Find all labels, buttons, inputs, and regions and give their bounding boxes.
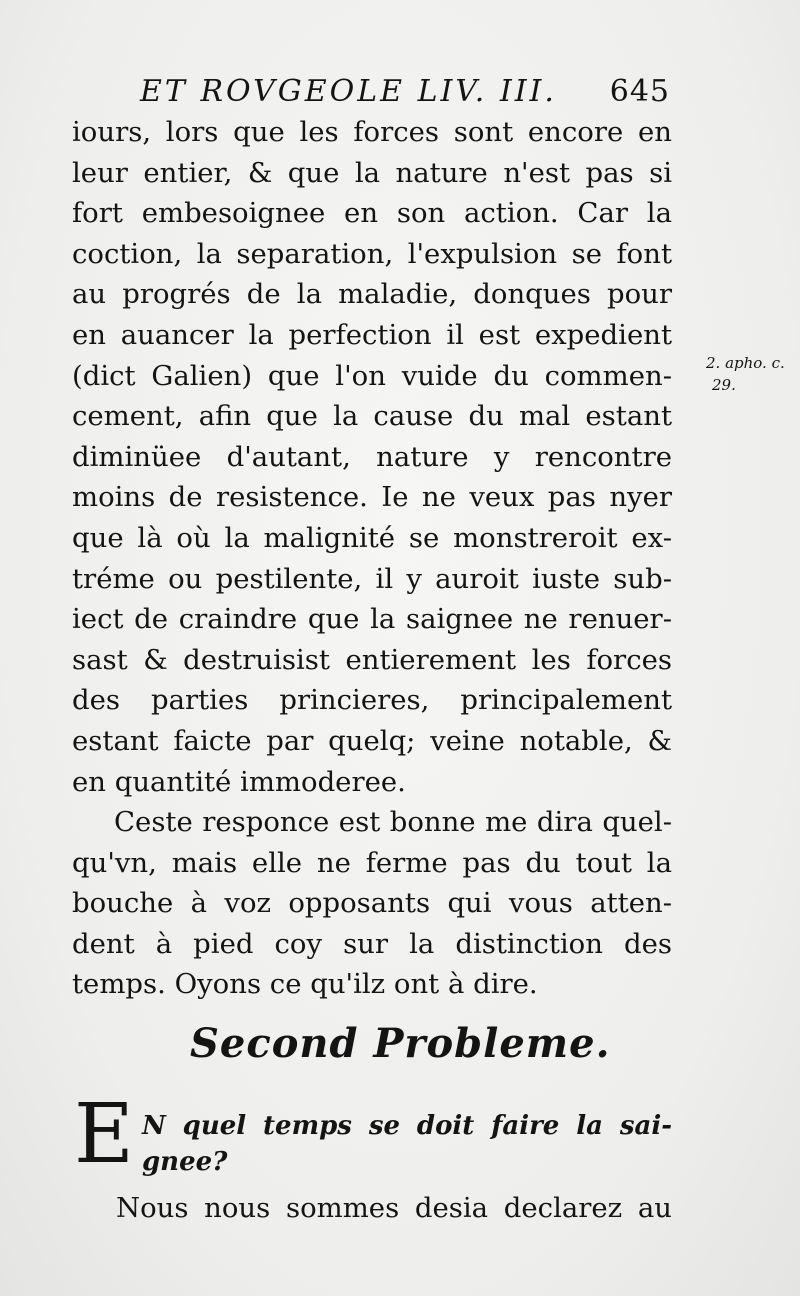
text-line: Ceste responce est bonne me dira quel-	[114, 806, 672, 839]
running-header	[140, 70, 670, 114]
margin-note	[706, 352, 796, 396]
text-line: coction, la separation, l'expulsion se font	[72, 237, 672, 270]
text-line: estant faicte par quelq; veine notable, &	[72, 724, 672, 757]
text-line: iours, lors que les forces sont encore en	[72, 116, 672, 148]
text-line: cement, afin que la cause du mal estant	[72, 400, 672, 433]
question-line: gnee?	[142, 1147, 228, 1177]
text-line: diminüee d'autant, nature y rencontre	[72, 440, 672, 473]
text-line: leur entier, & que la nature n'est pas si	[72, 156, 672, 189]
text-line: que là où la malignité se monstreroit ex-	[72, 521, 672, 554]
margin-note-line: 2. apho. c.	[706, 354, 785, 372]
text-line: tréme ou pestilente, il y auroit iuste sub-	[72, 562, 672, 595]
text-line: des parties princieres, principalement	[72, 684, 672, 717]
question-block	[72, 1087, 672, 1230]
margin-note-line: 29.	[712, 376, 736, 394]
text-line: fort embesoignee en son action. Car la	[72, 197, 672, 230]
text-line: Nous nous sommes desia declarez au	[116, 1192, 672, 1224]
text-line: moins de resistence. Ie ne veux pas nyer	[72, 481, 672, 514]
running-title: ET ROVGEOLE LIV. III.	[140, 74, 557, 109]
body-text	[72, 112, 672, 1005]
drop-cap: E	[74, 1087, 134, 1182]
text-line: au progrés de la maladie, donques pour	[72, 278, 672, 311]
question-line: N quel temps se doit faire la sai-	[142, 1111, 672, 1141]
text-line: qu'vn, mais elle ne ferme pas du tout la	[72, 846, 672, 879]
text-line: temps. Oyons ce qu'ilz ont à dire.	[72, 968, 538, 1001]
section-heading: Second Probleme.	[190, 1020, 611, 1067]
page-number: 645	[609, 74, 670, 109]
text-line: bouche à voz opposants qui vous atten-	[72, 887, 672, 920]
text-line: en quantité immoderee.	[72, 765, 406, 798]
text-line: (dict Galien) que l'on vuide du commen-	[72, 359, 672, 392]
text-line: en auancer la perfection il est expedient	[72, 318, 672, 351]
text-line: iect de craindre que la saignee ne renuer-	[72, 603, 672, 636]
text-line: sast & destruisist entierement les forces	[72, 643, 672, 676]
text-line: dent à pied coy sur la distinction des	[72, 927, 672, 960]
